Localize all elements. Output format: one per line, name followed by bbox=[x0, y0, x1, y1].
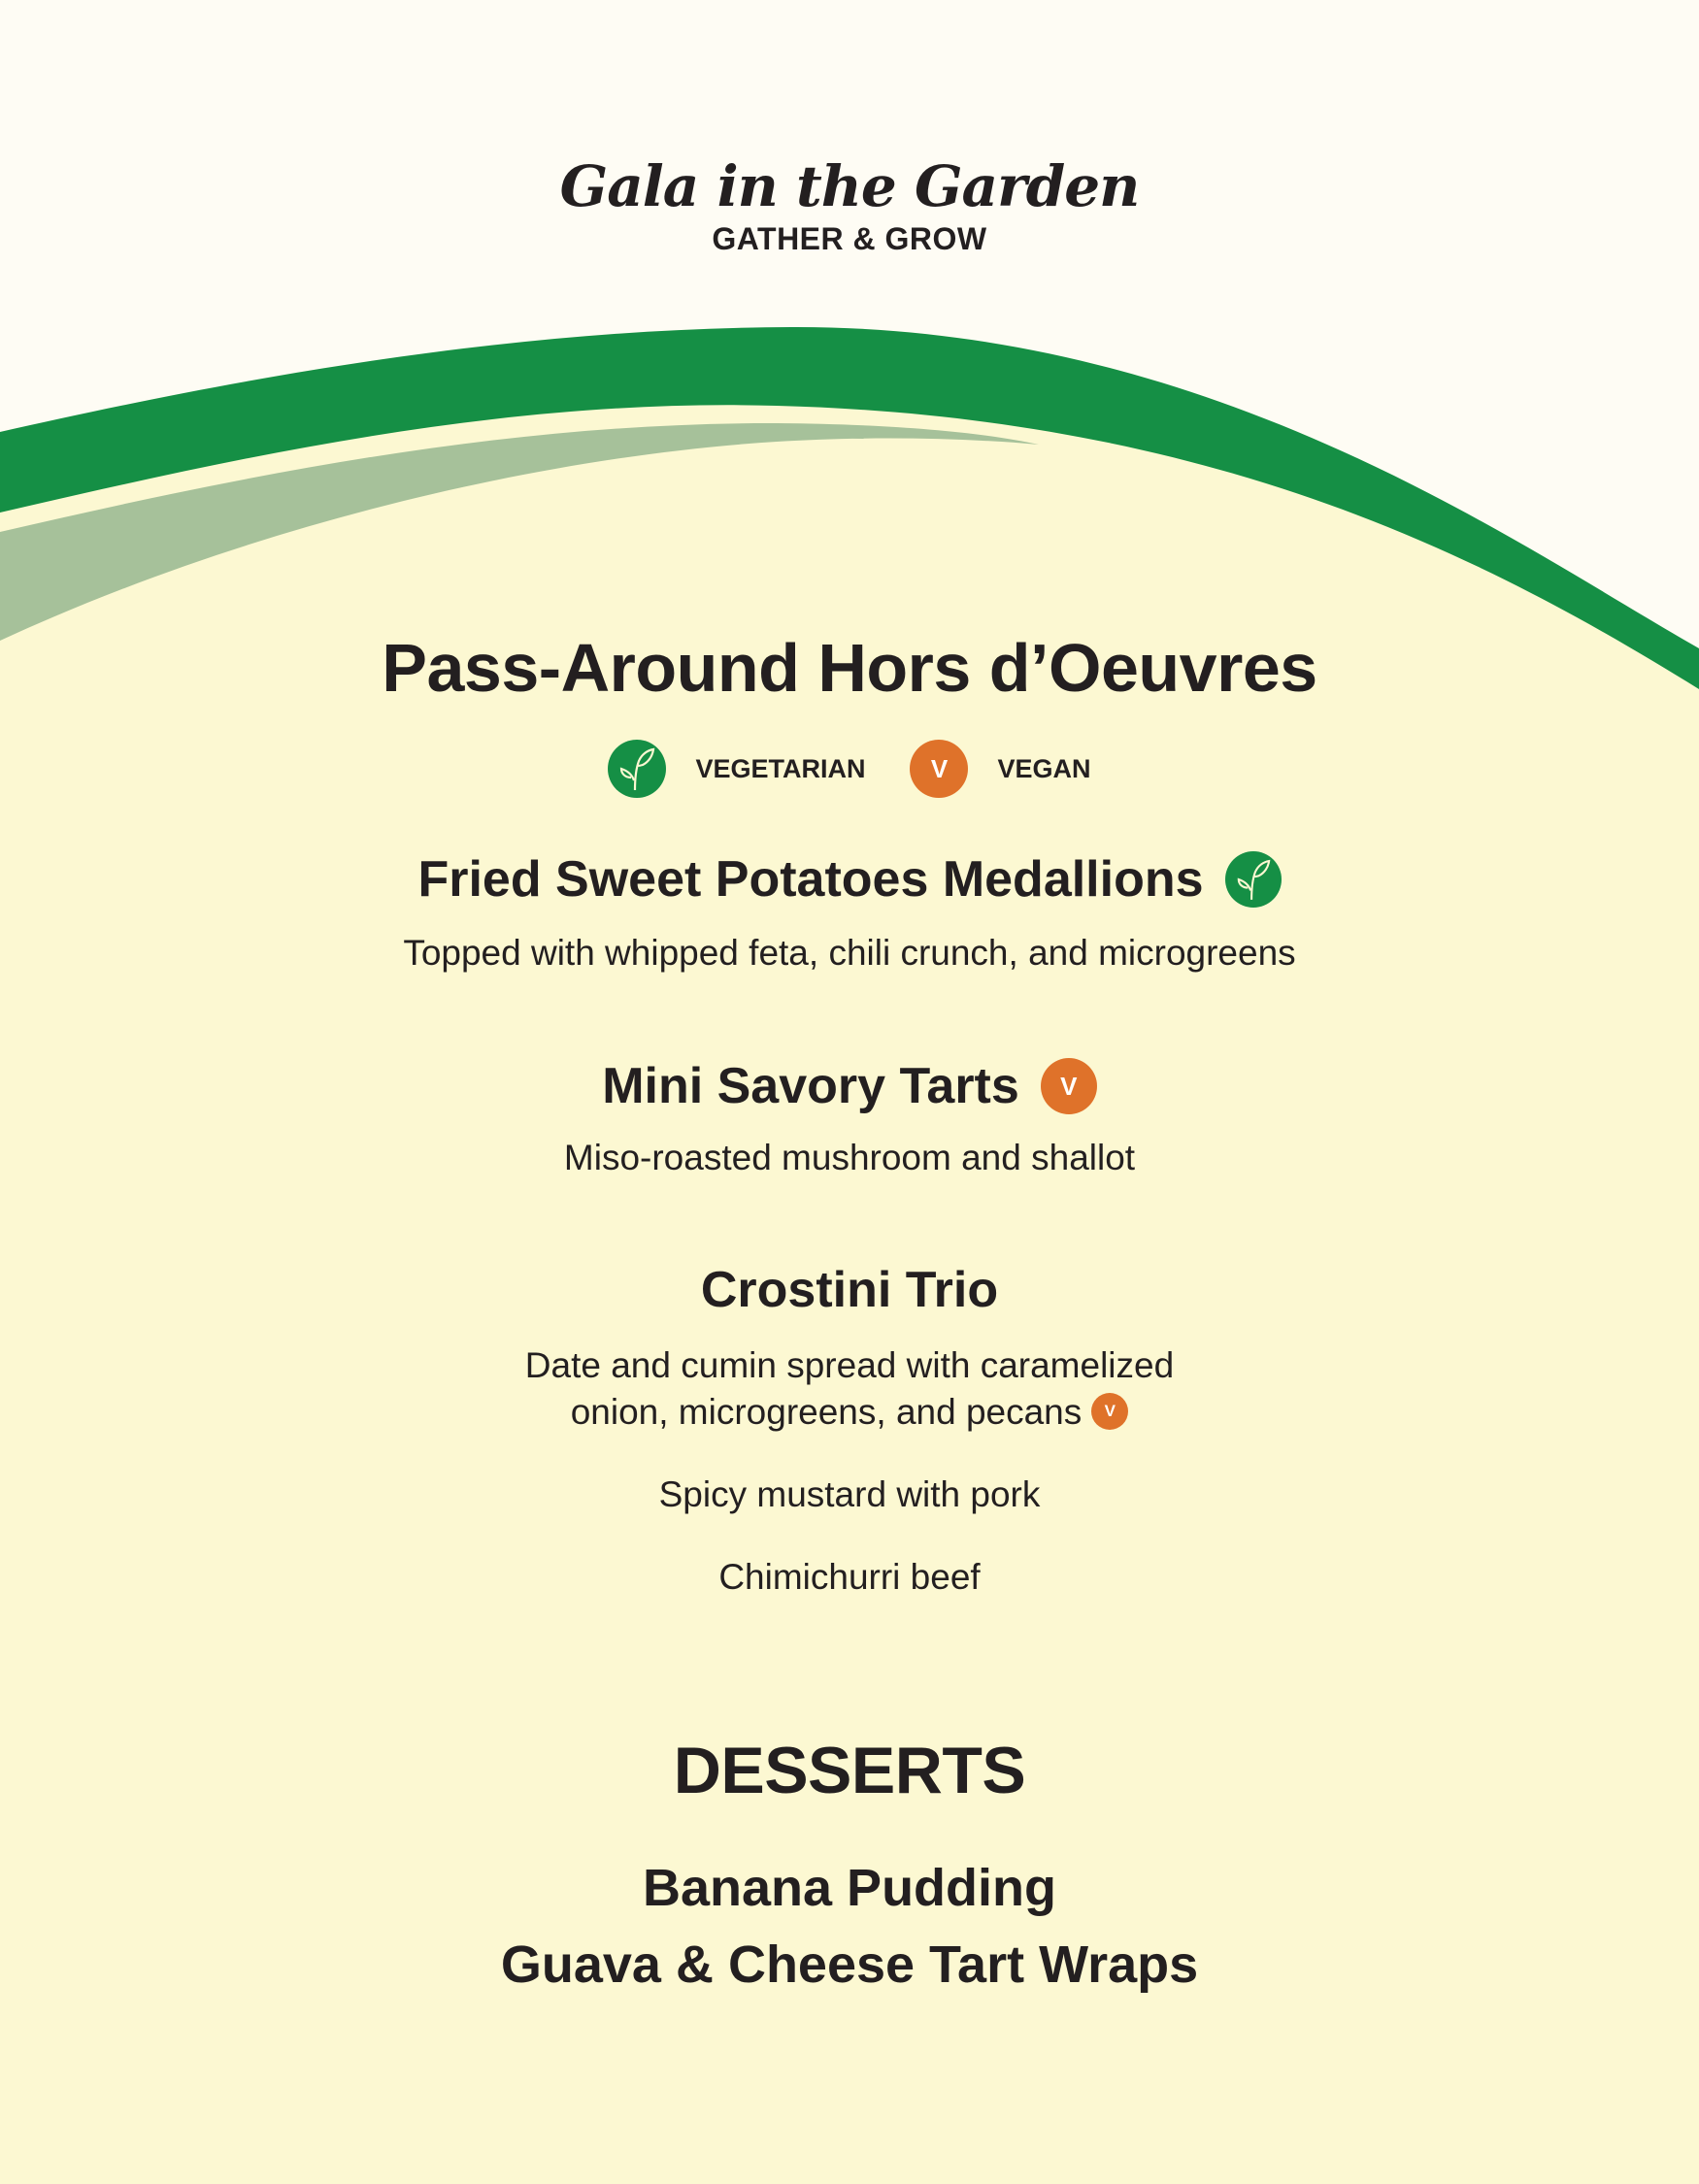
crostini-option: Spicy mustard with pork bbox=[658, 1474, 1041, 1514]
menu-item-title bbox=[0, 850, 1699, 909]
desserts-title: DESSERTS bbox=[673, 1734, 1026, 1807]
menu-item-description: Topped with whipped feta, chili crunch, and microgreens bbox=[403, 933, 1296, 973]
event-subtitle: GATHER & GROW bbox=[712, 221, 987, 256]
crostini-option bbox=[0, 1342, 1699, 1436]
legend-label: VEGETARIAN bbox=[695, 753, 866, 783]
sprout-icon bbox=[608, 740, 666, 798]
option-line bbox=[0, 1389, 1699, 1436]
dietary-legend bbox=[0, 740, 1699, 798]
event-title: Gala in the Garden bbox=[559, 153, 1140, 219]
option-text: onion, microgreens, and pecans bbox=[570, 1392, 1083, 1432]
legend-vegetarian bbox=[608, 740, 865, 798]
menu-item-title bbox=[0, 1057, 1699, 1115]
top-cream-area bbox=[0, 0, 1699, 648]
item-name: Mini Savory Tarts bbox=[602, 1058, 1019, 1114]
menu-item-description: Miso-roasted mushroom and shallot bbox=[563, 1138, 1136, 1177]
section-title: Pass-Around Hors d’Oeuvres bbox=[382, 630, 1317, 706]
option-line: Date and cumin spread with caramelized bbox=[524, 1345, 1175, 1385]
item-name: Crostini Trio bbox=[700, 1262, 999, 1318]
item-name: Fried Sweet Potatoes Medallions bbox=[417, 851, 1204, 908]
vegan-v-icon: V bbox=[1091, 1393, 1128, 1430]
menu-item-title bbox=[0, 1261, 1699, 1319]
vegan-v-icon: V bbox=[1041, 1058, 1097, 1114]
dessert-item: Banana Pudding bbox=[642, 1859, 1056, 1917]
dessert-item: Guava & Cheese Tart Wraps bbox=[500, 1936, 1199, 1994]
sprout-icon bbox=[1225, 851, 1282, 908]
legend-vegan bbox=[910, 740, 1090, 798]
vegan-v-icon: V bbox=[910, 740, 968, 798]
legend-label: VEGAN bbox=[997, 753, 1091, 783]
crostini-option: Chimichurri beef bbox=[718, 1557, 981, 1597]
